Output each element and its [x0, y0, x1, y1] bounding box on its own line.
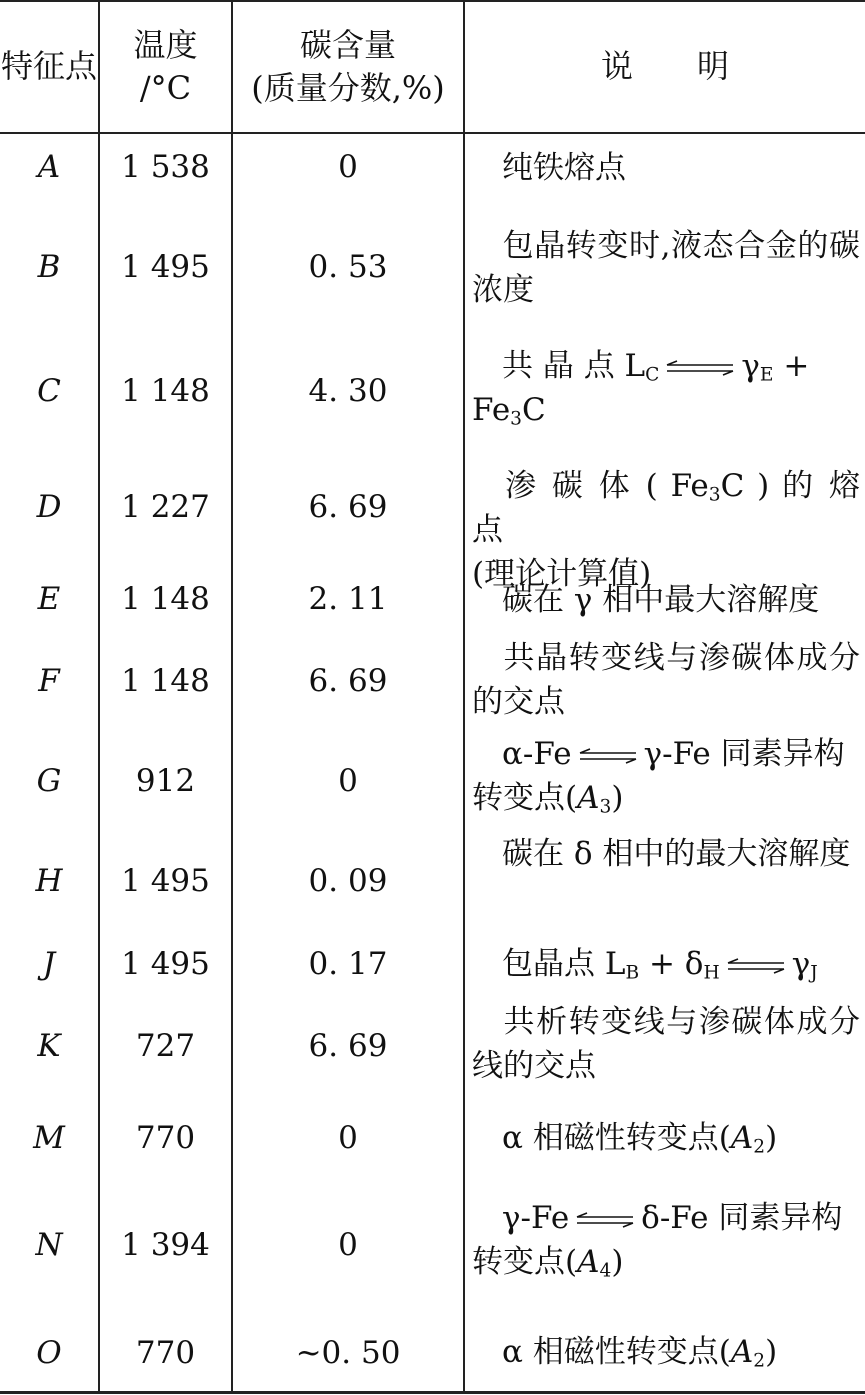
header-temperature-unit: /°C — [139, 69, 192, 107]
cell-temperature: 1 538 — [121, 149, 210, 186]
desc-G: α-Fe γ-Fe 同素异构 转变点$(A_3)$ — [472, 736, 845, 818]
header-temperature — [100, 2, 231, 132]
cell-temperature: 770 — [135, 1335, 196, 1372]
header-carbon-unit: (质量分数,%) — [251, 69, 445, 107]
desc-J: 包晶点 $L_B + \delta_H$ $\gamma_J$ — [502, 946, 818, 984]
cell-carbon: 6. 69 — [308, 663, 388, 700]
header-temperature-label: 温度 — [133, 25, 198, 64]
cell-temperature: 1 148 — [121, 581, 210, 618]
cell-point: C — [37, 373, 61, 410]
equilibrium-arrow-icon — [578, 748, 638, 764]
bottom-rule — [0, 1391, 865, 1394]
column-divider — [463, 0, 465, 1392]
cell-carbon: 6. 69 — [308, 489, 388, 526]
cell-point: M — [33, 1120, 65, 1157]
cell-temperature: 1 148 — [121, 663, 210, 700]
cell-temperature: 1 227 — [121, 489, 210, 526]
cell-temperature: 1 495 — [121, 863, 210, 900]
cell-point: G — [36, 763, 62, 800]
header-point — [0, 2, 98, 132]
cell-point: B — [37, 249, 61, 286]
desc-E: 碳在 γ 相中最大溶解度 — [502, 582, 820, 618]
cell-temperature: 1 495 — [121, 249, 210, 286]
cell-carbon: 2. 11 — [308, 581, 388, 618]
desc-B: 包晶转变时,液态合金的碳浓度 — [472, 228, 860, 308]
cell-point: E — [37, 581, 61, 618]
desc-M: α 相磁性转变点$(A_2)$ — [502, 1120, 778, 1158]
cell-point: H — [35, 863, 63, 900]
cell-carbon: 6. 69 — [308, 1028, 388, 1065]
desc-H: 碳在 δ 相中的最大溶解度 — [502, 836, 851, 872]
header-carbon-label: 碳含量 — [299, 25, 396, 64]
cell-point: N — [35, 1227, 63, 1264]
cell-point: D — [36, 489, 62, 526]
equilibrium-arrow-icon — [575, 1212, 635, 1228]
cell-carbon: 0. 53 — [308, 249, 388, 286]
header-rule — [0, 132, 865, 134]
desc-N: γ-Fe δ-Fe 同素异构 转变点$(A_4)$ — [472, 1200, 843, 1282]
cell-carbon: 0 — [338, 1120, 358, 1157]
cell-point: F — [38, 663, 60, 700]
equilibrium-arrow-icon — [665, 360, 735, 376]
desc-D: 渗 碳 体 ( $Fe_3C$ ) 的 熔 点 (理论计算值) — [472, 468, 860, 592]
cell-carbon: 0. 09 — [308, 863, 388, 900]
cell-point: O — [36, 1335, 62, 1372]
cell-temperature: 770 — [135, 1120, 196, 1157]
cell-carbon: 4. 30 — [308, 373, 388, 410]
cell-point: K — [37, 1028, 61, 1065]
cell-temperature: 1 148 — [121, 373, 210, 410]
desc-K: 共析转变线与渗碳体成分线的交点 — [472, 1004, 860, 1084]
cell-carbon: 0. 17 — [308, 946, 388, 983]
cell-temperature: 1 394 — [121, 1227, 210, 1264]
header-point-label: 特征点 — [0, 47, 97, 86]
cell-carbon: 0 — [338, 149, 358, 186]
header-carbon — [233, 2, 463, 132]
header-description — [465, 2, 865, 132]
cell-temperature: 1 495 — [121, 946, 210, 983]
cell-carbon: 0 — [338, 763, 358, 800]
cell-point: A — [37, 149, 61, 186]
cell-temperature: 912 — [135, 763, 196, 800]
desc-O: α 相磁性转变点$(A_2)$ — [502, 1334, 778, 1372]
desc-F: 共晶转变线与渗碳体成分的交点 — [472, 640, 860, 720]
cell-point: J — [42, 946, 56, 983]
header-description-label: 说 明 — [600, 47, 729, 86]
cell-carbon: 0 — [338, 1227, 358, 1264]
cell-carbon: ~0. 50 — [295, 1335, 401, 1372]
desc-C: 共 晶 点 $L_C$ $\gamma_E$ + $Fe_3C$ — [472, 348, 810, 430]
cell-temperature: 727 — [135, 1028, 196, 1065]
desc-A: 纯铁熔点 — [502, 150, 626, 186]
equilibrium-arrow-icon — [726, 958, 786, 974]
